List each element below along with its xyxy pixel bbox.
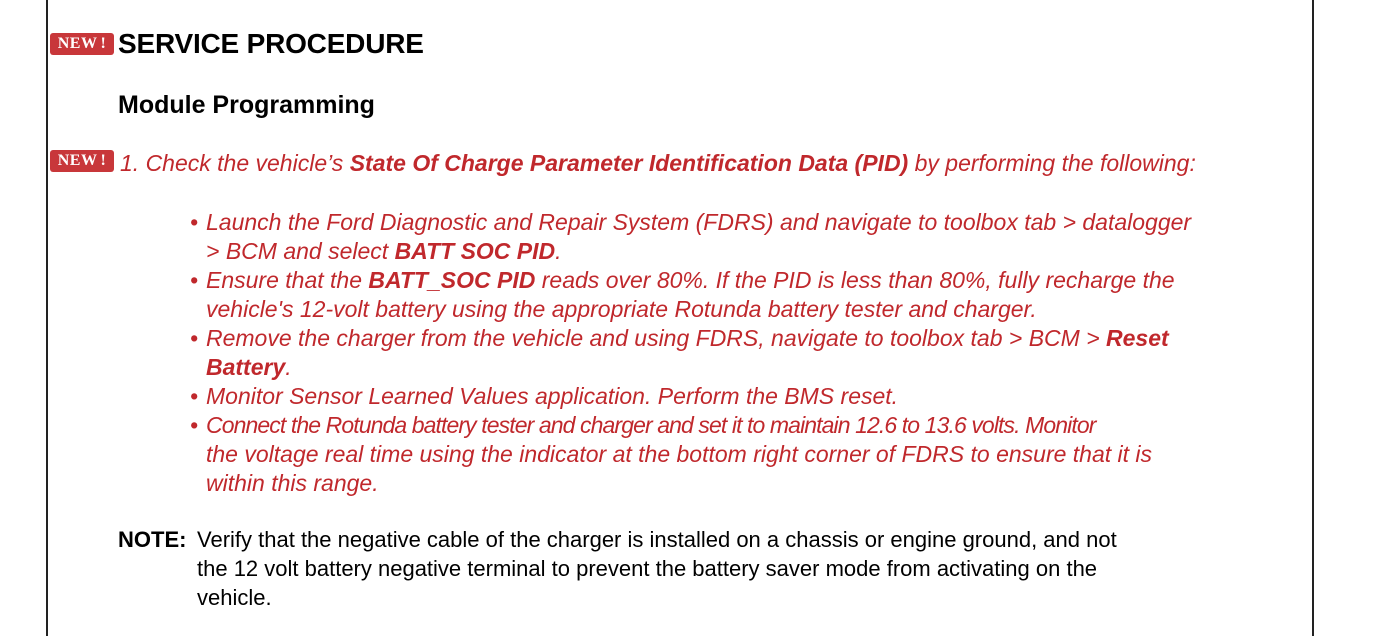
bullet-icon: • bbox=[190, 412, 198, 438]
step-1 bbox=[120, 150, 1196, 177]
bullet-icon: • bbox=[190, 383, 199, 409]
step-1-prefix: 1. Check the vehicle’s bbox=[120, 150, 350, 176]
note-line: the 12 volt battery negative terminal to prevent the battery saver mode from activating on the bbox=[197, 556, 1098, 581]
list-item-line bbox=[206, 353, 1270, 382]
list-item-bold: BATT_SOC PID bbox=[368, 267, 536, 293]
list-item-line: Connect the Rotunda battery tester and charger and set it to maintain 12.6 to 13.6 volts. Monitor bbox=[206, 412, 1096, 438]
note-label: NOTE: bbox=[118, 527, 187, 552]
list-item bbox=[190, 411, 1270, 498]
section-heading: SERVICE PROCEDURE bbox=[118, 28, 424, 59]
subsection-heading: Module Programming bbox=[118, 91, 375, 119]
new-badge-label: NEW bbox=[57, 35, 98, 52]
procedure-bullet-list bbox=[190, 208, 1270, 498]
list-item bbox=[190, 382, 1270, 411]
bullet-icon: • bbox=[190, 267, 199, 293]
list-item-line bbox=[206, 266, 1270, 295]
list-item-text: Remove the charger from the vehicle and using FDRS, navigate to toolbox tab > BCM > bbox=[206, 325, 1107, 351]
bullet-icon: • bbox=[190, 325, 199, 351]
list-item-bold: BATT SOC PID bbox=[394, 238, 556, 264]
list-item-line: Launch the Ford Diagnostic and Repair System (FDRS) and navigate to toolbox tab > datalogger bbox=[206, 209, 1192, 235]
list-item bbox=[190, 266, 1270, 324]
list-item-line bbox=[206, 324, 1270, 353]
note-line: Verify that the negative cable of the charger is installed on a chassis or engine ground, and not bbox=[197, 527, 1117, 552]
new-badge-mark: ! bbox=[100, 152, 107, 169]
page-border-left bbox=[46, 0, 48, 636]
list-item bbox=[190, 324, 1270, 382]
step-1-suffix: by performing the following: bbox=[908, 150, 1196, 176]
list-item-bold: Reset bbox=[1106, 325, 1169, 351]
list-item-line: within this range. bbox=[206, 470, 379, 496]
list-item-bold: Battery bbox=[206, 354, 286, 380]
bullet-icon: • bbox=[190, 209, 199, 235]
list-item-line bbox=[206, 237, 1270, 266]
new-badge bbox=[50, 150, 114, 172]
list-item-text: . bbox=[285, 354, 292, 380]
note-line: vehicle. bbox=[197, 585, 272, 610]
list-item-text: > BCM and select bbox=[206, 238, 395, 264]
list-item-text: reads over 80%. If the PID is less than 80%, fully recharge the bbox=[535, 267, 1175, 293]
list-item-text: . bbox=[555, 238, 562, 264]
list-item-line: Monitor Sensor Learned Values application. Perform the BMS reset. bbox=[206, 383, 899, 409]
new-badge bbox=[50, 33, 114, 55]
note-text bbox=[197, 525, 1217, 612]
list-item-line: vehicle's 12-volt battery using the appropriate Rotunda battery tester and charger. bbox=[206, 296, 1037, 322]
new-badge-mark: ! bbox=[100, 35, 107, 52]
new-badge-label: NEW bbox=[57, 152, 98, 169]
page-border-right bbox=[1312, 0, 1314, 636]
step-1-bold: State Of Charge Parameter Identification Data (PID) bbox=[349, 150, 909, 176]
list-item bbox=[190, 208, 1270, 266]
list-item-line: the voltage real time using the indicator at the bottom right corner of FDRS to ensure that it is bbox=[206, 441, 1153, 467]
list-item-text: Ensure that the bbox=[206, 267, 369, 293]
